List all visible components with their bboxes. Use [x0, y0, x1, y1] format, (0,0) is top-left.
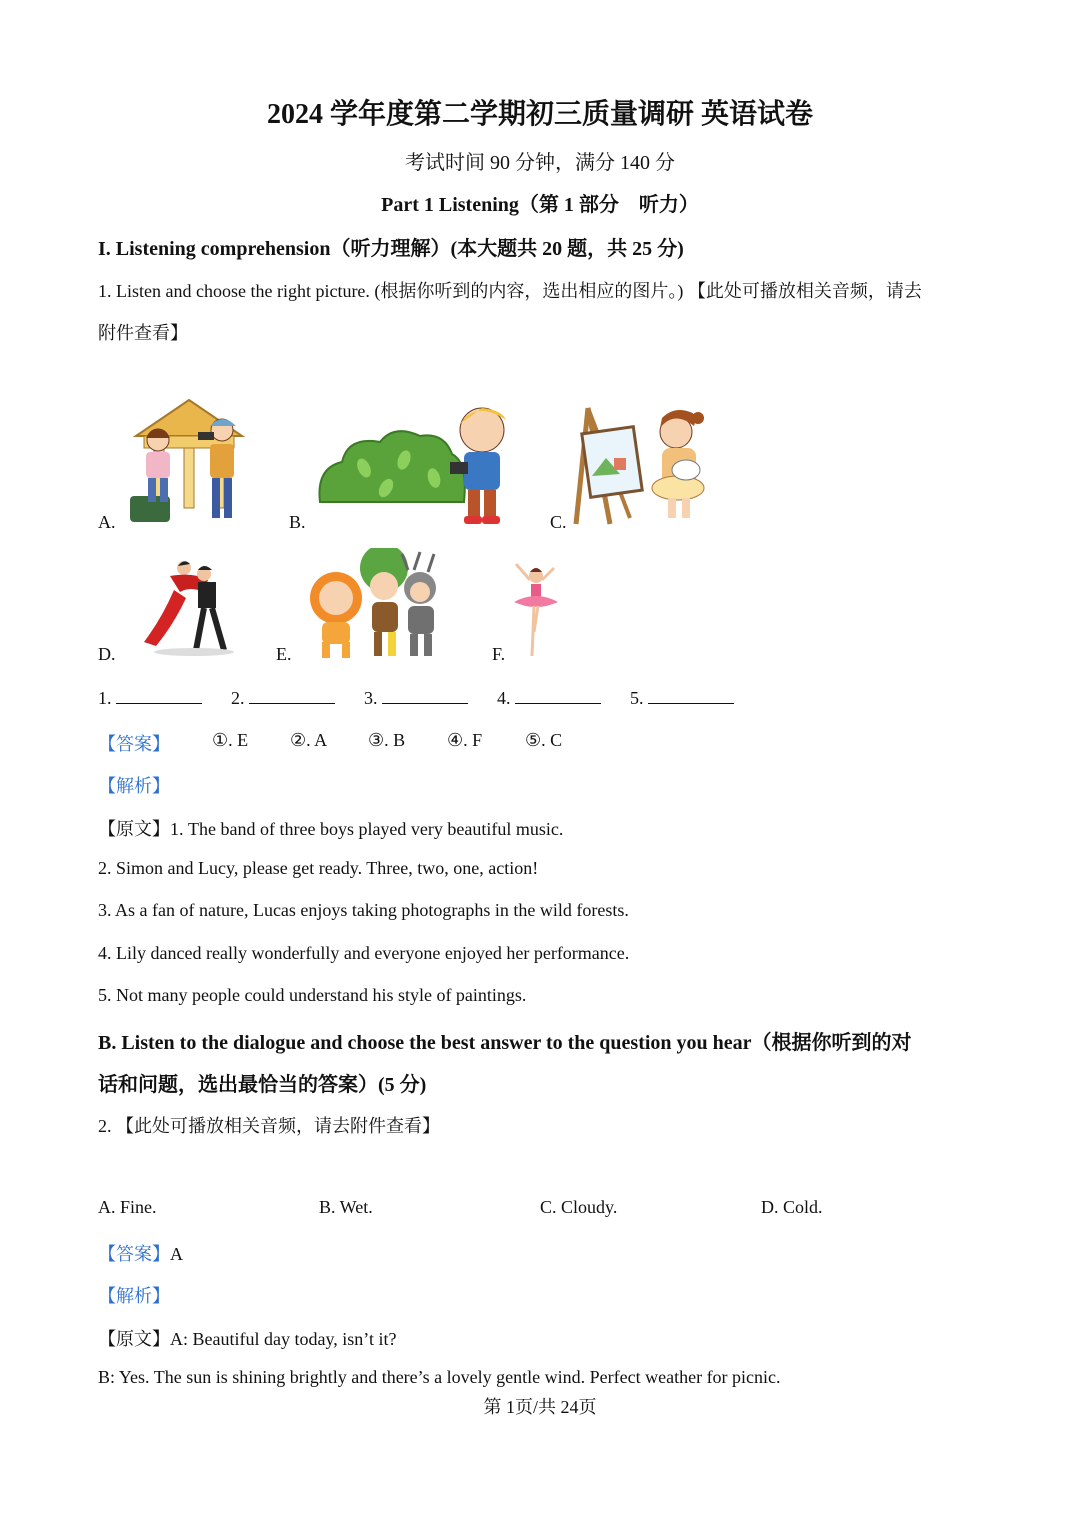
q1-instruction-cont: 附件查看】	[98, 323, 188, 343]
part-heading: Part 1 Listening（第 1 部分 听力）	[381, 194, 699, 216]
blank-line	[116, 689, 202, 704]
painter-picture	[570, 404, 710, 528]
answer-item: ③. B	[368, 730, 406, 750]
page-title: 2024 学年度第二学期初三质量调研 英语试卷	[266, 99, 813, 130]
section-heading: I. Listening comprehension（听力理解）(本大题共 20 题，共 25 分)	[98, 238, 684, 260]
transcript-text: A: Beautiful day today, isn’t it?	[170, 1329, 397, 1349]
transcript-line: B: Yes. The sun is shining brightly and there’s a lovely gentle wind. Perfect weather for picnic.	[98, 1367, 781, 1387]
choice-a: A. Fine.	[98, 1197, 157, 1217]
q1-instruction: 1. Listen and choose the right picture. (根据你听到的内容，选出相应的图片。) 【此处可播放相关音频，请去	[98, 281, 922, 301]
blank-number: 4.	[497, 688, 511, 708]
answer-blank-1[interactable]	[98, 688, 202, 709]
transcript-text: 1. The band of three boys played very beautiful music.	[170, 819, 564, 839]
section-b-heading: B. Listen to the dialogue and choose the best answer to the question you hear（根据你听到的对	[98, 1032, 912, 1054]
option-c-label: C.	[550, 512, 567, 532]
choice-c: C. Cloudy.	[540, 1197, 618, 1217]
answer-label: 【答案】	[98, 734, 170, 754]
transcript-line	[98, 815, 563, 841]
page-footer: 第 1页/共 24页	[483, 1397, 597, 1417]
analysis-label: 【解析】	[98, 1286, 170, 1306]
blank-number: 1.	[98, 688, 112, 708]
option-e-label: E.	[276, 644, 292, 664]
answer-item: ④. F	[447, 730, 483, 750]
transcript-line: 5. Not many people could understand his style of paintings.	[98, 985, 527, 1005]
original-label: 【原文】	[98, 819, 170, 839]
q2-prompt: 2. 【此处可播放相关音频，请去附件查看】	[98, 1116, 440, 1136]
transcript-line: 2. Simon and Lucy, please get ready. Three, two, one, action!	[98, 858, 539, 878]
answer-item: ①. E	[212, 730, 249, 750]
option-b-label: B.	[289, 512, 306, 532]
answer-blank-3[interactable]	[364, 688, 468, 709]
ballerina-picture	[508, 562, 562, 660]
section-b-heading-cont: 话和问题，选出最恰当的答案）(5 分)	[98, 1074, 427, 1096]
tango-dancers-picture	[134, 558, 240, 658]
blank-line	[382, 689, 468, 704]
blank-number: 5.	[630, 688, 644, 708]
blank-line	[515, 689, 601, 704]
photographer-bush-picture	[316, 402, 512, 526]
transcript-line: 3. As a fan of nature, Lucas enjoys taking photographs in the wild forests.	[98, 900, 629, 920]
answer-label: 【答案】	[98, 1244, 170, 1264]
tourists-picture	[124, 396, 254, 528]
option-a-label: A.	[98, 512, 116, 532]
answer-value: A	[170, 1244, 183, 1264]
blank-number: 3.	[364, 688, 378, 708]
blank-line	[249, 689, 335, 704]
answer-item: ⑤. C	[525, 730, 563, 750]
choice-b: B. Wet.	[319, 1197, 373, 1217]
choice-d: D. Cold.	[761, 1197, 823, 1217]
analysis-label: 【解析】	[98, 776, 170, 796]
blank-line	[648, 689, 734, 704]
option-d-label: D.	[98, 644, 116, 664]
option-f-label: F.	[492, 644, 506, 664]
answer-item: ②. A	[290, 730, 328, 750]
answer-blank-5[interactable]	[630, 688, 734, 709]
transcript-line: 4. Lily danced really wonderfully and everyone enjoyed her performance.	[98, 943, 630, 963]
blank-number: 2.	[231, 688, 245, 708]
exam-info: 考试时间 90 分钟，满分 140 分	[405, 152, 675, 174]
q2-answer	[98, 1240, 183, 1266]
transcript-line	[98, 1325, 396, 1351]
costume-band-picture	[304, 548, 454, 660]
answer-blank-4[interactable]	[497, 688, 601, 709]
answer-blank-2[interactable]	[231, 688, 335, 709]
original-label: 【原文】	[98, 1329, 170, 1349]
